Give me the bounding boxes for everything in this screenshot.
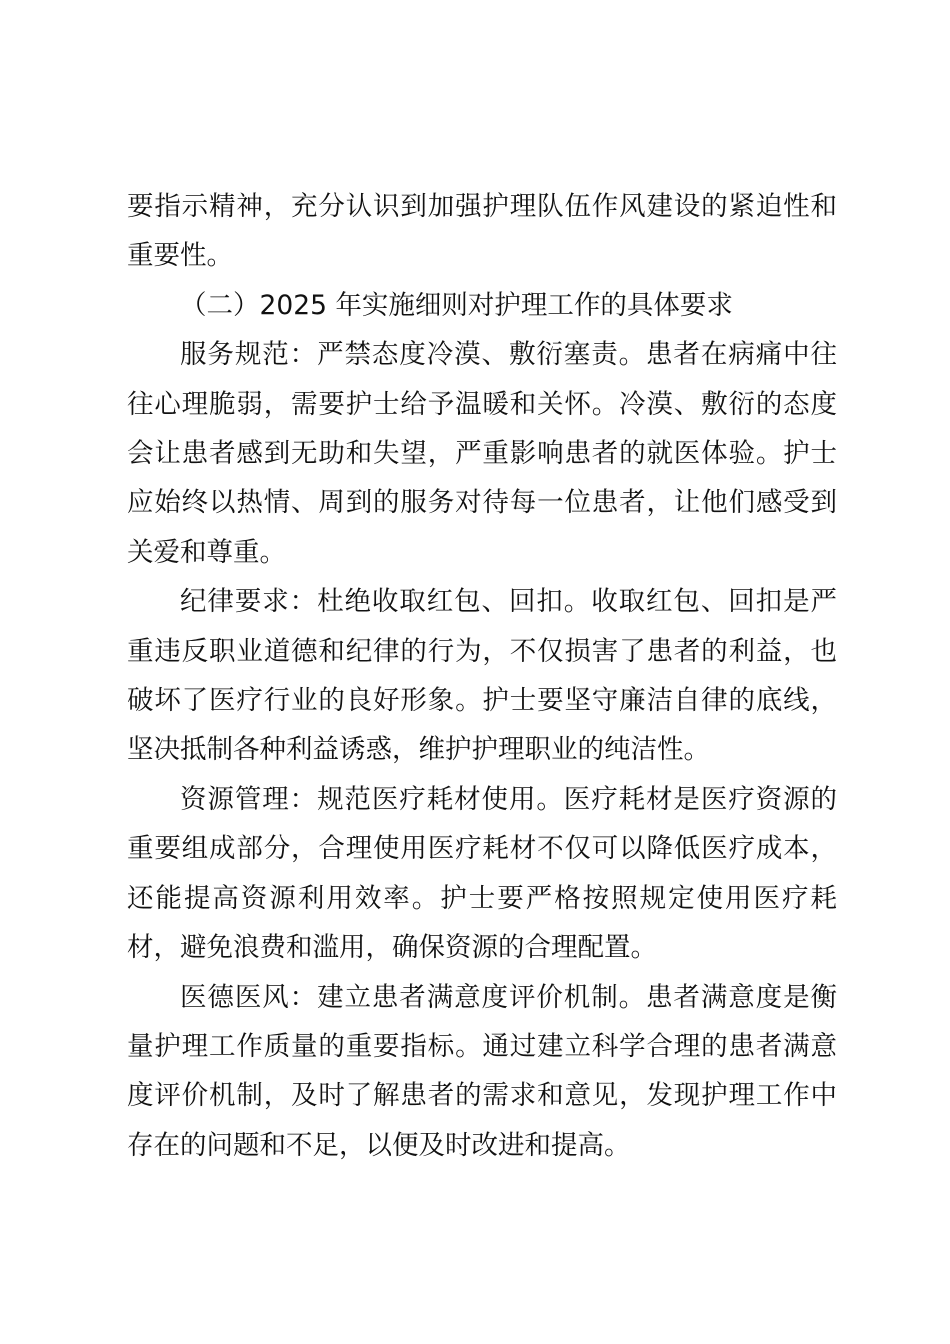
section-heading: （二）2025 年实施细则对护理工作的具体要求: [180, 289, 733, 321]
paragraph-medical-ethics: 医德医风：建立患者满意度评价机制。患者满意度是衡量护理工作质量的重要指标。通过建立科学合理的患者满意度评价机制，及时了解患者的需求和意见，发现护理工作中存在的问题和不足，以便及时改进和提高。: [127, 981, 837, 1161]
paragraph-continuation: 要指示精神，充分认识到加强护理队伍作风建设的紧迫性和重要性。: [127, 191, 837, 272]
paragraph-discipline: 纪律要求：杜绝收取红包、回扣。收取红包、回扣是严重违反职业道德和纪律的行为，不仅损害了患者的利益，也破坏了医疗行业的良好形象。护士要坚守廉洁自律的底线，坚决抵制各种利益诱惑，维护护理职业的纯洁性。: [127, 586, 837, 766]
paragraph-service-standard: 服务规范：严禁态度冷漠、敷衍塞责。患者在病痛中往往心理脆弱，需要护士给予温暖和关怀。冷漠、敷衍的态度会让患者感到无助和失望，严重影响患者的就医体验。护士应始终以热情、周到的服务对待每一位患者，让他们感受到关爱和尊重。: [127, 339, 837, 568]
paragraph-resource-management: 资源管理：规范医疗耗材使用。医疗耗材是医疗资源的重要组成部分，合理使用医疗耗材不仅可以降低医疗成本，还能提高资源利用效率。护士要严格按照规定使用医疗耗材，避免浪费和滥用，确保资源的合理配置。: [127, 783, 837, 964]
document-body: [127, 182, 837, 1170]
